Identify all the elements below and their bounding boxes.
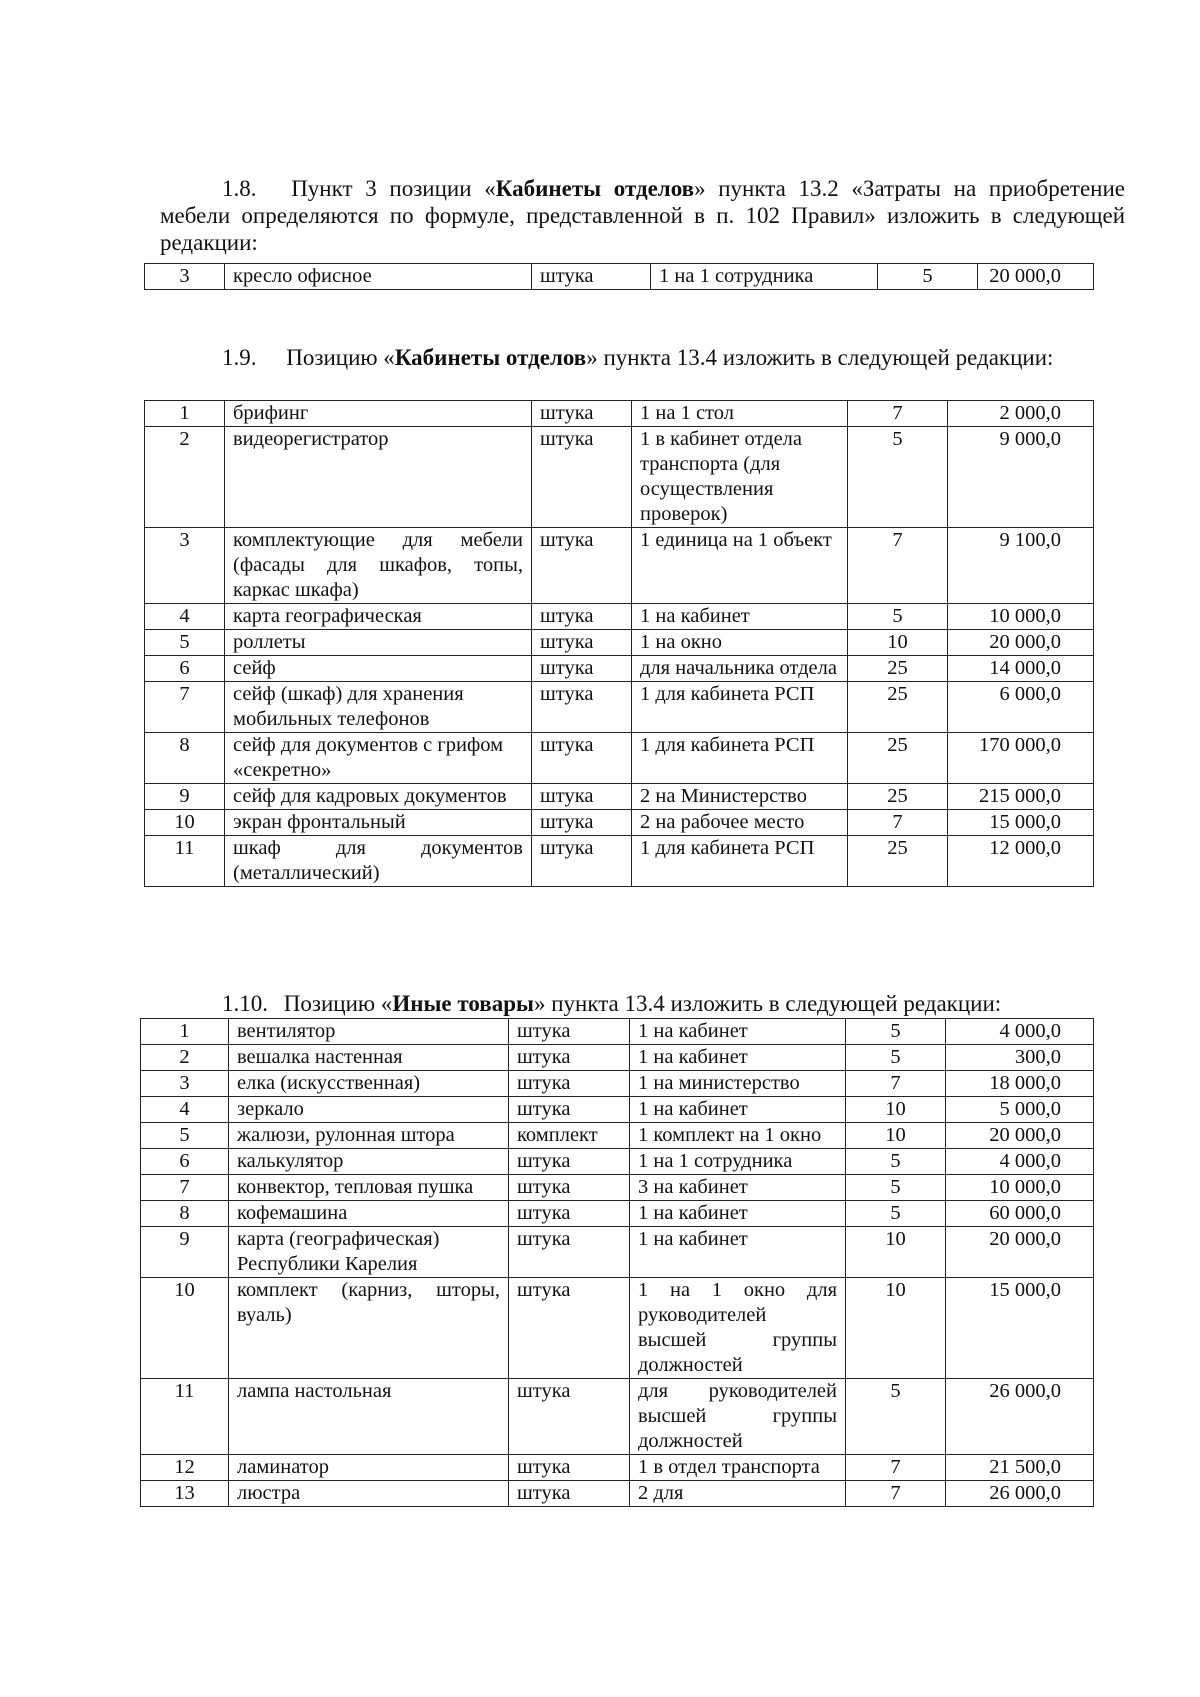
table-1-10-body — [141, 1019, 1094, 1507]
table-1-8-body — [145, 264, 1094, 290]
table-row — [141, 1097, 1094, 1123]
unit-cell: штука — [509, 1455, 630, 1481]
unit-cell: штука — [532, 604, 632, 630]
item-name-cell: видеорегистратор — [225, 427, 532, 528]
price-cell: 10 000,0 — [948, 604, 1094, 630]
item-name-cell: люстра — [229, 1481, 509, 1507]
item-name-cell: карта (географическая) Республики Карелия — [229, 1227, 509, 1278]
unit-cell: штука — [532, 656, 632, 682]
unit-cell: штука — [509, 1227, 630, 1278]
price-cell: 14 000,0 — [948, 656, 1094, 682]
norm-cell: 1 на 1 сотрудника — [630, 1149, 846, 1175]
table-row — [141, 1123, 1094, 1149]
item-name-cell: сейф для документов с грифом «секретно» — [225, 733, 532, 784]
price-cell: 26 000,0 — [946, 1379, 1094, 1455]
price-cell: 10 000,0 — [946, 1175, 1094, 1201]
term-cell: 5 — [848, 604, 948, 630]
row-number-cell: 9 — [141, 1227, 229, 1278]
item-name-cell: кофемашина — [229, 1201, 509, 1227]
unit-cell: штука — [509, 1097, 630, 1123]
price-cell: 15 000,0 — [946, 1278, 1094, 1379]
item-name-cell: роллеты — [225, 630, 532, 656]
norm-cell: 1 для кабинета РСП — [632, 836, 848, 887]
item-name-cell: ламинатор — [229, 1455, 509, 1481]
unit-cell: комплект — [509, 1123, 630, 1149]
norm-cell: 1 в отдел транспорта — [630, 1455, 846, 1481]
norm-cell: 1 на 1 стол — [632, 401, 848, 427]
table-row — [145, 630, 1094, 656]
table-1-9 — [144, 400, 1094, 887]
price-cell: 5 000,0 — [946, 1097, 1094, 1123]
row-number-cell: 7 — [141, 1175, 229, 1201]
price-cell: 9 000,0 — [948, 427, 1094, 528]
term-cell: 25 — [848, 733, 948, 784]
row-number-cell: 2 — [145, 427, 225, 528]
price-cell: 9 100,0 — [948, 528, 1094, 604]
table-row — [141, 1278, 1094, 1379]
unit-cell: штука — [509, 1045, 630, 1071]
norm-cell: 1 в кабинет отдела транспорта (для осуществления проверок) — [632, 427, 848, 528]
norm-cell: 1 на 1 окно для руководителей высшей группы должностей — [630, 1278, 846, 1379]
price-cell: 215 000,0 — [948, 784, 1094, 810]
row-number-cell: 2 — [141, 1045, 229, 1071]
row-number-cell: 9 — [145, 784, 225, 810]
unit-cell: штука — [509, 1019, 630, 1045]
norm-cell: 1 на кабинет — [630, 1097, 846, 1123]
row-number-cell: 1 — [145, 401, 225, 427]
row-number-cell: 10 — [141, 1278, 229, 1379]
term-cell: 5 — [878, 264, 978, 290]
table-row — [145, 784, 1094, 810]
term-cell: 5 — [846, 1201, 946, 1227]
table-row — [141, 1201, 1094, 1227]
price-cell: 300,0 — [946, 1045, 1094, 1071]
row-number-cell: 3 — [145, 528, 225, 604]
price-cell: 60 000,0 — [946, 1201, 1094, 1227]
unit-cell: штука — [509, 1379, 630, 1455]
item-name-cell: конвектор, тепловая пушка — [229, 1175, 509, 1201]
price-cell: 26 000,0 — [946, 1481, 1094, 1507]
table-row — [145, 836, 1094, 887]
para-text-pre: Пункт 3 позиции « — [291, 176, 496, 201]
norm-cell: 1 для кабинета РСП — [632, 733, 848, 784]
item-name-cell: елка (искусственная) — [229, 1071, 509, 1097]
item-name-cell: зеркало — [229, 1097, 509, 1123]
term-cell: 25 — [848, 784, 948, 810]
norm-cell: для руководителей высшей группы должностей — [630, 1379, 846, 1455]
price-cell: 20 000,0 — [948, 630, 1094, 656]
term-cell: 5 — [846, 1379, 946, 1455]
row-number-cell: 5 — [141, 1123, 229, 1149]
table-row — [145, 427, 1094, 528]
row-number-cell: 3 — [141, 1071, 229, 1097]
table-row — [141, 1227, 1094, 1278]
paragraph-1-10 — [160, 990, 1130, 1017]
price-cell: 20 000,0 — [946, 1227, 1094, 1278]
para-text-pre: Позицию « — [283, 991, 393, 1016]
table-row — [141, 1019, 1094, 1045]
table-row — [145, 810, 1094, 836]
row-number-cell: 6 — [141, 1149, 229, 1175]
row-number-cell: 12 — [141, 1455, 229, 1481]
term-cell: 7 — [848, 401, 948, 427]
table-row — [145, 682, 1094, 733]
unit-cell: штука — [509, 1481, 630, 1507]
unit-cell: штука — [509, 1278, 630, 1379]
paragraph-1-9 — [160, 344, 1125, 371]
unit-cell: штука — [532, 810, 632, 836]
norm-cell: 1 для кабинета РСП — [632, 682, 848, 733]
item-name-cell: комплект (карниз, шторы, вуаль) — [229, 1278, 509, 1379]
table-row — [145, 264, 1094, 290]
item-name-cell: вентилятор — [229, 1019, 509, 1045]
unit-cell: штука — [532, 784, 632, 810]
para-text-pre: Позицию « — [286, 345, 395, 370]
row-number-cell: 4 — [141, 1097, 229, 1123]
norm-cell: 1 на 1 сотрудника — [651, 264, 878, 290]
price-cell: 20 000,0 — [978, 264, 1094, 290]
item-name-cell: сейф — [225, 656, 532, 682]
term-cell: 7 — [848, 810, 948, 836]
term-cell: 10 — [846, 1123, 946, 1149]
item-name-cell: экран фронтальный — [225, 810, 532, 836]
table-row — [145, 528, 1094, 604]
item-name-cell: комплектующие для мебели (фасады для шкафов, топы, каркас шкафа) — [225, 528, 532, 604]
term-cell: 10 — [848, 630, 948, 656]
unit-cell: штука — [532, 401, 632, 427]
para-text-bold: Иные товары — [392, 991, 534, 1016]
norm-cell: 1 на окно — [632, 630, 848, 656]
paragraph-1-8 — [160, 175, 1125, 256]
table-row — [145, 604, 1094, 630]
row-number-cell: 3 — [145, 264, 225, 290]
item-name-cell: брифинг — [225, 401, 532, 427]
para-text-bold: Кабинеты отделов — [495, 176, 695, 201]
term-cell: 7 — [848, 528, 948, 604]
norm-cell: 3 на кабинет — [630, 1175, 846, 1201]
para-text-post: » пункта 13.4 изложить в следующей редакции: — [533, 991, 1002, 1016]
row-number-cell: 6 — [145, 656, 225, 682]
unit-cell: штука — [509, 1175, 630, 1201]
table-row — [141, 1045, 1094, 1071]
price-cell: 18 000,0 — [946, 1071, 1094, 1097]
row-number-cell: 5 — [145, 630, 225, 656]
table-row — [141, 1481, 1094, 1507]
table-row — [141, 1149, 1094, 1175]
unit-cell: штука — [532, 682, 632, 733]
row-number-cell: 1 — [141, 1019, 229, 1045]
term-cell: 10 — [846, 1097, 946, 1123]
term-cell: 7 — [846, 1071, 946, 1097]
term-cell: 5 — [846, 1045, 946, 1071]
table-row — [141, 1455, 1094, 1481]
norm-cell: 1 на кабинет — [632, 604, 848, 630]
unit-cell: штука — [532, 630, 632, 656]
term-cell: 25 — [848, 682, 948, 733]
table-1-10 — [140, 1018, 1094, 1507]
norm-cell: 1 на кабинет — [630, 1019, 846, 1045]
unit-cell: штука — [532, 733, 632, 784]
table-row — [141, 1379, 1094, 1455]
price-cell: 12 000,0 — [948, 836, 1094, 887]
item-name-cell: карта географическая — [225, 604, 532, 630]
para-text-post: » пункта 13.4 изложить в следующей редакции: — [586, 345, 1054, 370]
para-text-bold: Кабинеты отделов — [394, 345, 587, 370]
term-cell: 25 — [848, 836, 948, 887]
row-number-cell: 7 — [145, 682, 225, 733]
unit-cell: штука — [509, 1149, 630, 1175]
unit-cell: штука — [532, 427, 632, 528]
item-name-cell: калькулятор — [229, 1149, 509, 1175]
norm-cell: 2 на Министерство — [632, 784, 848, 810]
item-name-cell: кресло офисное — [225, 264, 532, 290]
table-row — [141, 1071, 1094, 1097]
unit-cell: штука — [532, 528, 632, 604]
price-cell: 6 000,0 — [948, 682, 1094, 733]
norm-cell: 2 для — [630, 1481, 846, 1507]
row-number-cell: 10 — [145, 810, 225, 836]
unit-cell: штука — [532, 836, 632, 887]
table-row — [145, 733, 1094, 784]
table-1-9-body — [145, 401, 1094, 887]
row-number-cell: 4 — [145, 604, 225, 630]
term-cell: 25 — [848, 656, 948, 682]
price-cell: 21 500,0 — [946, 1455, 1094, 1481]
price-cell: 4 000,0 — [946, 1149, 1094, 1175]
para-number: 1.9. — [222, 345, 257, 370]
norm-cell: 2 на рабочее место — [632, 810, 848, 836]
price-cell: 4 000,0 — [946, 1019, 1094, 1045]
norm-cell: 1 комплект на 1 окно — [630, 1123, 846, 1149]
row-number-cell: 13 — [141, 1481, 229, 1507]
norm-cell: 1 единица на 1 объект — [632, 528, 848, 604]
para-number: 1.8. — [222, 176, 257, 201]
item-name-cell: лампа настольная — [229, 1379, 509, 1455]
term-cell: 10 — [846, 1278, 946, 1379]
term-cell: 5 — [846, 1175, 946, 1201]
item-name-cell: сейф для кадровых документов — [225, 784, 532, 810]
para-number: 1.10. — [222, 991, 268, 1016]
price-cell: 170 000,0 — [948, 733, 1094, 784]
para-text-post: » пункта 13.2 «Затраты на приобретение мебели определяются по формуле, представленной в п. 102 Правил» изложить в следующей редакции: — [160, 176, 1125, 255]
item-name-cell: вешалка настенная — [229, 1045, 509, 1071]
item-name-cell: шкаф для документов (металлический) — [225, 836, 532, 887]
term-cell: 10 — [846, 1227, 946, 1278]
norm-cell: для начальника отдела — [632, 656, 848, 682]
norm-cell: 1 на кабинет — [630, 1201, 846, 1227]
norm-cell: 1 на кабинет — [630, 1227, 846, 1278]
unit-cell: штука — [509, 1201, 630, 1227]
row-number-cell: 8 — [145, 733, 225, 784]
item-name-cell: жалюзи, рулонная штора — [229, 1123, 509, 1149]
unit-cell: штука — [532, 264, 651, 290]
term-cell: 5 — [846, 1149, 946, 1175]
row-number-cell: 8 — [141, 1201, 229, 1227]
price-cell: 20 000,0 — [946, 1123, 1094, 1149]
price-cell: 2 000,0 — [948, 401, 1094, 427]
price-cell: 15 000,0 — [948, 810, 1094, 836]
term-cell: 5 — [848, 427, 948, 528]
unit-cell: штука — [509, 1071, 630, 1097]
term-cell: 5 — [846, 1019, 946, 1045]
norm-cell: 1 на министерство — [630, 1071, 846, 1097]
table-row — [145, 656, 1094, 682]
item-name-cell: сейф (шкаф) для хранения мобильных телефонов — [225, 682, 532, 733]
table-row — [141, 1175, 1094, 1201]
term-cell: 7 — [846, 1481, 946, 1507]
table-1-8 — [144, 263, 1094, 290]
term-cell: 7 — [846, 1455, 946, 1481]
table-row — [145, 401, 1094, 427]
norm-cell: 1 на кабинет — [630, 1045, 846, 1071]
row-number-cell: 11 — [141, 1379, 229, 1455]
row-number-cell: 11 — [145, 836, 225, 887]
